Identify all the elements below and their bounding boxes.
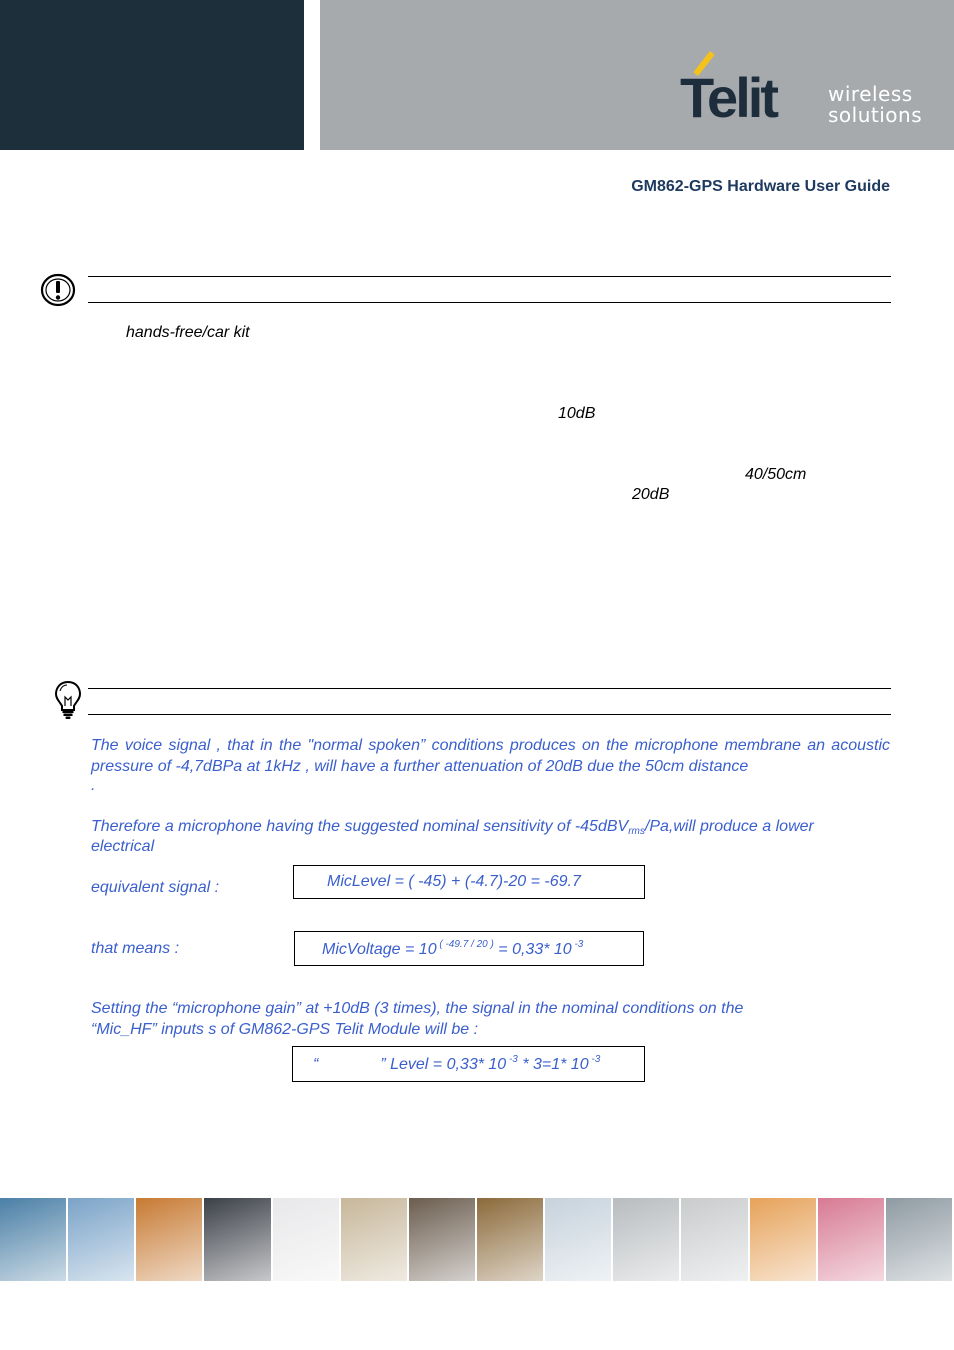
formula-micvoltage-result: = 0,33* 10: [493, 941, 572, 958]
footer-photo-tile: [750, 1198, 816, 1281]
formula-level-result-exponent: -3: [588, 1054, 601, 1065]
formula-miclevel: MicLevel = ( -45) + (-4.7)-20 = -69.7: [327, 873, 581, 890]
value-distance: 40/50cm: [745, 466, 807, 483]
formula-level-result: * 3=1* 10: [517, 1056, 589, 1073]
telit-logo: [676, 48, 936, 134]
footer-photo-tile: [613, 1198, 679, 1281]
tip-paragraph-gain-line2: “Mic_HF” inputs s of GM862-GPS Telit Module will be :: [91, 1021, 479, 1038]
footer-photo-tile: [204, 1198, 270, 1281]
formula-level: ” Level = 0,33* 10: [380, 1056, 507, 1073]
footer-photo-tile: [273, 1198, 339, 1281]
term-handsfree-kit: hands-free/car kit: [126, 324, 250, 341]
tip-paragraph-voice-signal: The voice signal , that in the "normal spoken” conditions produces on the microphone membrane an acoustic pressure of -4,7dBPa at 1kHz , will have a further attenuation of 20dB due the 50cm distance: [91, 737, 890, 775]
footer-photo-tile: [68, 1198, 134, 1281]
label-equivalent-signal: equivalent signal :: [91, 879, 220, 896]
rms-subscript: rms: [628, 826, 645, 837]
footer-photo-tile: [818, 1198, 884, 1281]
formula-micvoltage-exponent: ( -49.7 / 20 ): [436, 939, 494, 950]
footer-photo-tile: [136, 1198, 202, 1281]
label-that-means: that means :: [91, 940, 180, 957]
logo-tagline-line2: solutions: [828, 103, 923, 127]
value-20db: 20dB: [632, 486, 670, 503]
logo-tagline-line1: wireless: [828, 82, 913, 106]
warning-exclamation-icon: [40, 273, 76, 307]
mic-sensitivity-text-cont: /Pa,will produce a lower: [644, 818, 814, 835]
logo-tagline: [828, 84, 922, 126]
tip-paragraph-voice-signal-end: .: [91, 777, 96, 794]
footer-photo-tile: [341, 1198, 407, 1281]
footer-photo-tile: [886, 1198, 952, 1281]
formula-box-miclevel: [293, 865, 645, 899]
tip-paragraph-gain-line1: Setting the “microphone gain” at +10dB (3 times), the signal in the nominal conditions on the: [91, 1000, 744, 1017]
tip-rule-bottom: [88, 714, 891, 715]
note-rule-top: [88, 276, 891, 277]
logo-brand-name: Telit: [680, 66, 776, 129]
formula-box-micvoltage: [294, 931, 644, 966]
footer-photo-strip: [0, 1198, 954, 1281]
tip-paragraph-microphone-line2: electrical: [91, 838, 155, 855]
footer-photo-tile: [409, 1198, 475, 1281]
header-dark-panel: [0, 0, 304, 150]
tip-rule-top: [88, 688, 891, 689]
mic-sensitivity-text: Therefore a microphone having the suggested nominal sensitivity of -45dBV: [91, 818, 629, 835]
footer-photo-tile: [0, 1198, 66, 1281]
footer-photo-tile: [681, 1198, 747, 1281]
formula-box-level: [292, 1046, 645, 1082]
formula-micvoltage: MicVoltage = 10: [322, 941, 437, 958]
document-title: GM862-GPS Hardware User Guide: [631, 178, 890, 195]
value-10db: 10dB: [558, 405, 596, 422]
footer-photo-tile: [545, 1198, 611, 1281]
formula-level-open-quote: “: [313, 1056, 319, 1073]
note-rule-bottom: [88, 302, 891, 303]
formula-level-exponent: -3: [506, 1054, 518, 1065]
lightbulb-icon: [52, 679, 84, 721]
formula-micvoltage-result-exponent: -3: [571, 939, 584, 950]
footer-photo-tile: [477, 1198, 543, 1281]
